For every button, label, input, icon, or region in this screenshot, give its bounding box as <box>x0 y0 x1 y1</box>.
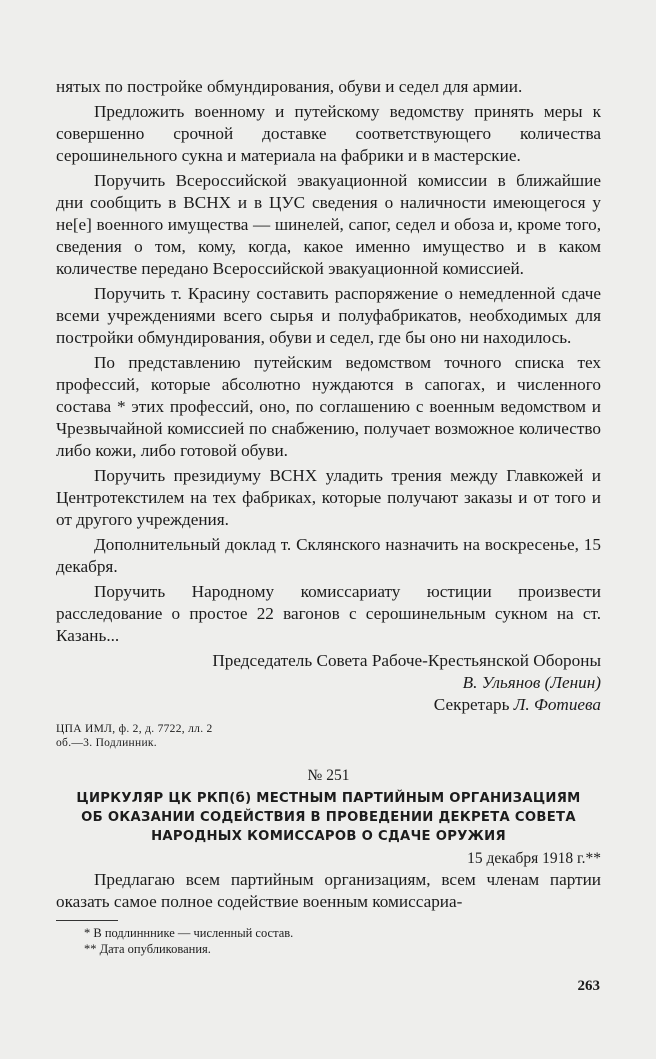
document-title-line1: ЦИРКУЛЯР ЦК РКП(б) МЕСТНЫМ ПАРТИЙНЫМ ОРГАНИЗАЦИЯМ <box>76 791 581 806</box>
paragraph-justice-commissariat: Поручить Народному комиссариату юстиции произвести расследование о простое 22 вагонов с серошинельным сукном на ст. Казань... <box>56 582 601 645</box>
secretary-name: Л. Фотиева <box>513 695 601 714</box>
paragraph-supply-delivery: Предложить военному и путейскому ведомству принять меры к совершенно срочной доставке соответствующего количества серошинельного сукна и материала на фабрики и в мастерские. <box>56 102 601 165</box>
chair-signature <box>56 672 601 694</box>
circular-body-text: Предлагаю всем партийным организациям, всем членам партии оказать самое полное содействие военным комиссариа- <box>56 870 601 911</box>
footnote-2: ** Дата опубликования. <box>84 942 211 956</box>
paragraph-sklyansky-report: Дополнительный доклад т. Склянского назначить на воскресенье, 15 декабря. <box>56 535 601 576</box>
footnote-1: * В подлинннике — численный состав. <box>84 926 294 940</box>
secretary-title: Секретарь <box>433 695 510 714</box>
chair-title: Председатель Совета Рабоче-Крестьянской Обороны <box>212 651 601 670</box>
paragraph-krasin-order: Поручить т. Красину составить распоряжение о немедленной сдаче всеми учреждениями всего сырья и полуфабрикатов, необходимых для постройки обмундирования, обуви и седел, где бы оно ни находилось. <box>56 284 601 347</box>
secretary-signature <box>56 694 601 716</box>
archive-ref-line2: об.—3. Подлинник. <box>56 737 157 749</box>
document-title <box>56 789 601 846</box>
paragraph-railway-professions: По представлению путейским ведомством точного списка тех профессий, которые абсолютно нуждаются в сапогах, и численного состава * этих профессий, оно, по соглашению с военным ведомством и Чрезвычайной комиссией по снабжению, получает возможное количество либо кожи, либо готовой обуви. <box>56 353 601 460</box>
chair-name: В. Ульянов (Ленин) <box>462 673 601 692</box>
paragraph-evacuation-commission: Поручить Всероссийской эвакуационной комиссии в ближайшие дни сообщить в ВСНХ и в ЦУС сведения о наличности имеющегося у не[е] военного имущества — шинелей, сапог, седел и обоза и, кроме того, сведения о том, кому, когда, какое именно имущество и в каком количестве передано Всероссийской эвакуационной комиссией. <box>56 171 601 278</box>
archive-reference <box>56 722 601 750</box>
document-number: № 251 <box>307 767 350 784</box>
paragraph-vsnh-presidium: Поручить президиуму ВСНХ уладить трения между Главкожей и Центротекстилем на тех фабриках, которые получают заказы и от того и от другого учреждения. <box>56 466 601 529</box>
archive-ref-line1: ЦПА ИМЛ, ф. 2, д. 7722, лл. 2 <box>56 723 213 735</box>
footnote-divider <box>56 920 118 921</box>
document-date: 15 декабря 1918 г.** <box>467 850 601 867</box>
page-text-block <box>56 76 601 957</box>
document-title-line3: НАРОДНЫХ КОМИССАРОВ О СДАЧЕ ОРУЖИЯ <box>151 829 506 844</box>
document-title-line2: ОБ ОКАЗАНИИ СОДЕЙСТВИЯ В ПРОВЕДЕНИИ ДЕКРЕТА СОВЕТА <box>81 810 576 825</box>
paragraph-continuation: нятых по постройке обмундирования, обуви и седел для армии. <box>56 77 523 96</box>
page-number: 263 <box>577 978 600 994</box>
